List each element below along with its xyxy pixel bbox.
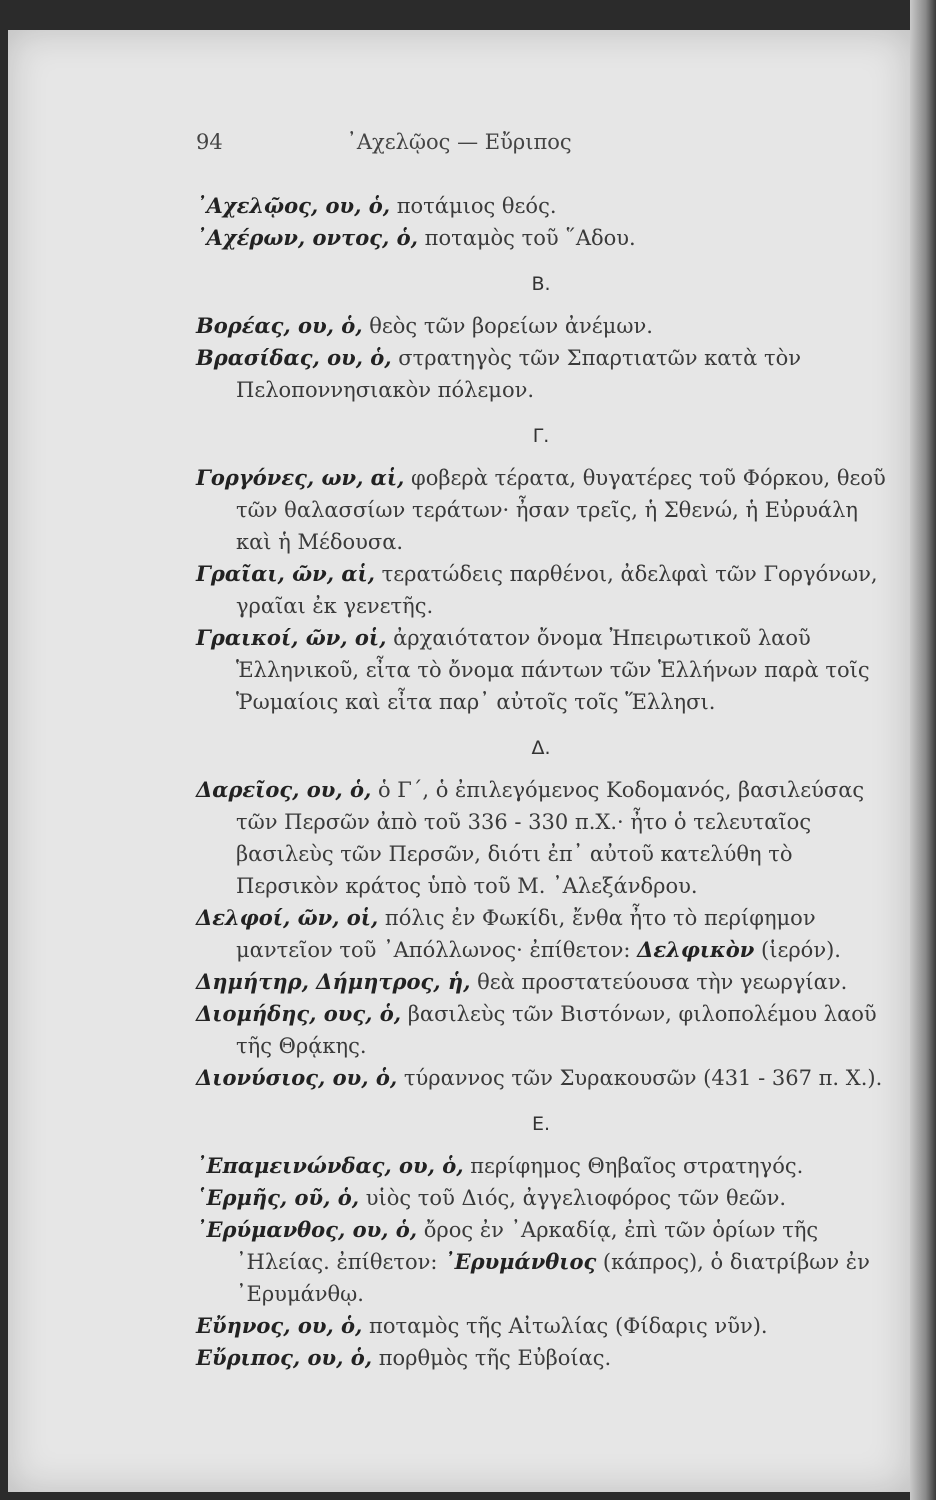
entry-definition: ποταμὸς τῆς Αἰτωλίας (Φίδαρις νῦν).	[362, 1314, 768, 1338]
entry-headword: Βορέας, ου, ὁ,	[196, 313, 363, 338]
glossary-entry	[196, 1062, 886, 1094]
entry-headword: ᾿Αχέρων, οντος, ὁ,	[196, 225, 418, 250]
entry-definition: θεὰ προστατεύουσα τὴν γεωργίαν.	[470, 970, 848, 994]
entry-definition: περίφημος Θηβαῖος στρατηγός.	[463, 1154, 804, 1178]
entry-headword: Γοργόνες, ων, αἱ,	[196, 465, 405, 490]
entry-headword: Δελφοί, ῶν, οἱ,	[196, 905, 379, 930]
entry-headword: ῾Ερμῆς, οῦ, ὁ,	[196, 1185, 360, 1210]
glossary-entry	[196, 966, 886, 998]
entry-headword: Διονύσιος, ου, ὁ,	[196, 1065, 398, 1090]
glossary-entry	[196, 462, 886, 558]
glossary-entry	[196, 902, 886, 966]
entry-definition: θεὸς τῶν βορείων ἀνέμων.	[362, 314, 653, 338]
entry-headword: Εὔριπος, ου, ὁ,	[196, 1345, 373, 1370]
section-letter: Δ.	[531, 737, 551, 759]
entry-definition: ὄρος ἐν ᾿Αρκαδίᾳ, ἐπὶ τῶν ὁρίων τῆς ᾿Ηλείας. ἐπίθετον:	[236, 1218, 819, 1274]
glossary-entry	[196, 1182, 886, 1214]
entry-definition: ὁ Γ΄, ὁ ἐπιλεγόμενος Κοδομανός, βασιλεύσας τῶν Περσῶν ἀπὸ τοῦ 336 - 330 π.Χ.· ἦτο ὁ τελευταῖος βασιλεὺς τῶν Περσῶν, διότι ἐπ᾿ αὐτοῦ κατελύθη τὸ Περσικὸν κράτος ὑπὸ τοῦ Μ. ᾿Αλεξάνδρου.	[236, 778, 865, 898]
entry-definition: τύραννος τῶν Συρακουσῶν (431 - 367 π. Χ.).	[397, 1066, 883, 1090]
entry-headword: ᾿Επαμεινώνδας, ου, ὁ,	[196, 1153, 464, 1178]
glossary-entry	[196, 190, 886, 222]
section-letter: Ε.	[531, 1113, 551, 1135]
glossary-entry	[196, 1214, 886, 1310]
glossary-entry	[196, 774, 886, 902]
book-spine-edge	[910, 0, 936, 1500]
entry-definition: υἱὸς τοῦ Διός, ἀγγελιοφόρος τῶν θεῶν.	[359, 1186, 787, 1210]
entry-definition: ποτάμιος θεός.	[390, 194, 557, 218]
entry-definition: φοβερὰ τέρατα, θυγατέρες τοῦ Φόρκου, θεοῦ τῶν θαλασσίων τεράτων· ἦσαν τρεῖς, ἡ Σθενώ, ἡ Εὐρυάλη καὶ ἡ Μέδουσα.	[236, 466, 886, 554]
glossary-entry	[196, 558, 886, 622]
glossary-entry	[196, 1310, 886, 1342]
glossary-entry	[196, 342, 886, 406]
glossary-entry	[196, 310, 886, 342]
book-page	[8, 30, 910, 1492]
entry-headword: Δημήτηρ, Δήμητρος, ἡ,	[196, 969, 471, 994]
section-letter: Β.	[531, 273, 551, 295]
glossary-entry	[196, 222, 886, 254]
entry-derived-term: Δελφικὸν	[637, 937, 755, 962]
entry-definition: ἀρχαιότατον ὄνομα Ἠπειρωτικοῦ λαοῦ Ἑλληνικοῦ, εἶτα τὸ ὄνομα πάντων τῶν Ἑλλήνων παρὰ τοῖς Ῥωμαίοις καὶ εἶτα παρ᾿ αὐτοῖς τοῖς Ἕλλησι.	[236, 626, 870, 714]
entry-derived-term: ᾿Ερυμάνθιος	[444, 1249, 597, 1274]
glossary-content	[196, 190, 886, 1374]
entry-headword: Γραῖαι, ῶν, αἱ,	[196, 561, 375, 586]
entry-headword: ᾿Αχελῷος, ου, ὁ,	[196, 193, 391, 218]
entry-definition: πορθμὸς τῆς Εὐβοίας.	[372, 1346, 612, 1370]
glossary-entry	[196, 998, 886, 1062]
entry-definition: πόλις ἐν Φωκίδι, ἔνθα ἦτο τὸ περίφημον μαντεῖον τοῦ ᾿Απόλλωνος· ἐπίθετον:	[236, 906, 816, 962]
entry-definition-tail: (ἱερόν).	[754, 938, 841, 962]
entry-definition: τερατώδεις παρθένοι, ἀδελφαὶ τῶν Γοργόνων, γραῖαι ἐκ γενετῆς.	[236, 562, 878, 618]
entry-headword: Γραικοί, ῶν, οἱ,	[196, 625, 387, 650]
entry-headword: Βρασίδας, ου, ὁ,	[196, 345, 392, 370]
entry-definition: ποταμὸς τοῦ ῞Αδου.	[417, 226, 636, 250]
section-letter: Γ.	[532, 425, 550, 447]
running-title: ᾿Αχελῷος — Εὔριπος	[346, 130, 572, 154]
entry-headword: ᾿Ερύμανθος, ου, ὁ,	[196, 1217, 418, 1242]
entry-definition: βασιλεὺς τῶν Βιστόνων, φιλοπολέμου λαοῦ τῆς Θρᾴκης.	[236, 1002, 877, 1058]
entry-definition: στρατηγὸς τῶν Σπαρτιατῶν κατὰ τὸν Πελοποννησιακὸν πόλεμον.	[236, 346, 801, 402]
entry-headword: Δαρεῖος, ου, ὁ,	[196, 777, 372, 802]
entry-headword: Εὔηνος, ου, ὁ,	[196, 1313, 363, 1338]
entry-definition-tail: (κάπρος), ὁ διατρίβων ἐν ᾿Ερυμάνθῳ.	[236, 1250, 870, 1306]
glossary-entry	[196, 622, 886, 718]
entry-headword: Διομήδης, ους, ὁ,	[196, 1001, 402, 1026]
glossary-entry	[196, 1342, 886, 1374]
glossary-entry	[196, 1150, 886, 1182]
page-number: 94	[196, 130, 223, 154]
